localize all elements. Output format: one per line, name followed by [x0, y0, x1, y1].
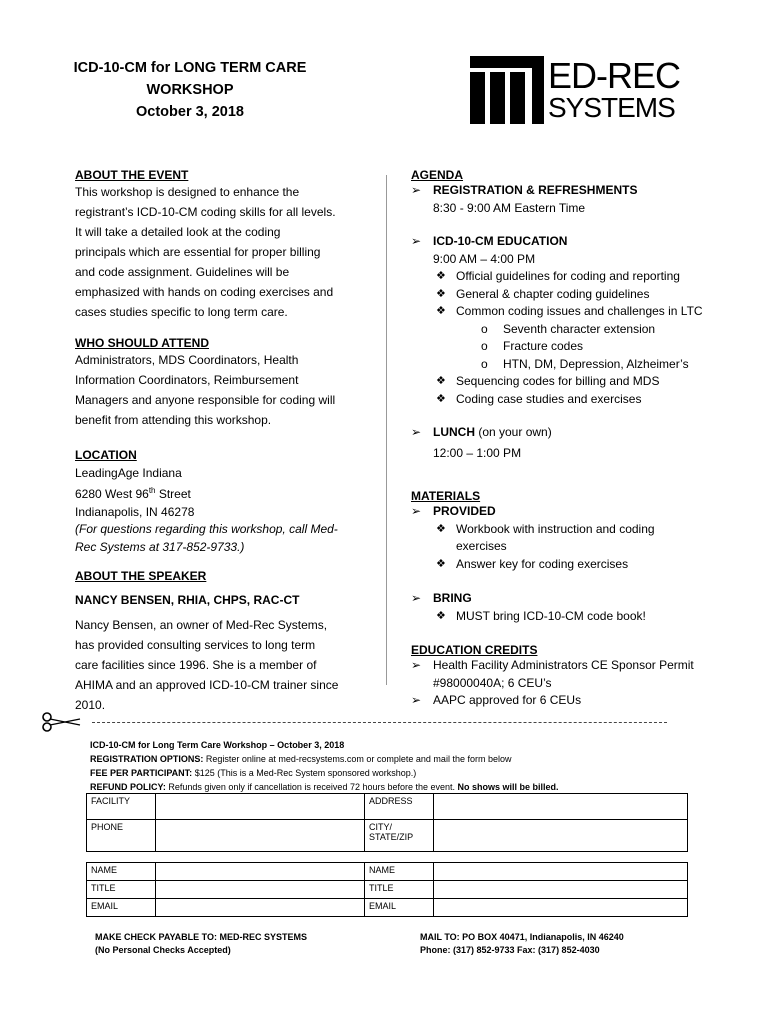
- agenda-section: [411, 168, 731, 462]
- bring-item: [411, 608, 731, 626]
- credits-section: [411, 643, 731, 710]
- title-field[interactable]: [156, 881, 365, 899]
- address-label: ADDRESS: [365, 794, 434, 820]
- who-line: Information Coordinators, Reimbursement: [75, 373, 299, 387]
- about-line: This workshop is designed to enhance the: [75, 185, 300, 199]
- email-field[interactable]: [156, 899, 365, 917]
- location-section: [75, 447, 375, 556]
- credit-item: [411, 692, 731, 710]
- education-item: [411, 373, 731, 391]
- about-line: and code assignment. Guidelines will be: [75, 265, 290, 279]
- email-field[interactable]: [434, 899, 688, 917]
- speaker-line: AHIMA and an approved ICD-10-CM trainer since: [75, 678, 339, 692]
- arrow-bullet-icon: ➢: [411, 234, 422, 248]
- address-field[interactable]: [434, 794, 688, 820]
- refund-label: REFUND POLICY:: [90, 782, 166, 792]
- refund-policy: [90, 780, 690, 794]
- who-line: Administrators, MDS Coordinators, Health: [75, 353, 299, 367]
- provided-item-text: Answer key for coding exercises: [456, 556, 629, 571]
- who-attend-heading: WHO SHOULD ATTEND: [75, 336, 209, 350]
- diamond-bullet-icon: ❖: [436, 557, 446, 570]
- registration-options: [90, 752, 690, 766]
- title-line-3: October 3, 2018: [136, 104, 244, 120]
- provided-item-text: Workbook with instruction and coding: [456, 521, 655, 536]
- speaker-name: NANCY BENSEN, RHIA, CHPS, RAC-CT: [75, 593, 300, 607]
- speaker-line: care facilities since 1996. She is a member of: [75, 658, 317, 672]
- registration-title: REGISTRATION & REFRESHMENTS: [433, 183, 638, 197]
- payment-info: [95, 931, 307, 957]
- logo-text-bottom: SYSTEMS: [548, 92, 675, 123]
- materials-heading: MATERIALS: [411, 489, 481, 503]
- no-personal-checks: (No Personal Checks Accepted): [95, 945, 231, 955]
- diamond-bullet-icon: ❖: [436, 375, 446, 387]
- education-item: [411, 303, 731, 321]
- education-item-text: Coding case studies and exercises: [456, 391, 642, 406]
- speaker-section: [75, 569, 375, 715]
- agenda-item-registration: [411, 182, 731, 200]
- name-field[interactable]: [156, 863, 365, 881]
- materials-provided: [411, 503, 731, 521]
- agenda-item-education: [411, 233, 731, 251]
- diamond-bullet-icon: ❖: [436, 305, 446, 317]
- education-item-text: Official guidelines for coding and reporting: [456, 269, 680, 283]
- speaker-line: has provided consulting services to long term: [75, 638, 316, 652]
- education-subitem: [411, 338, 731, 356]
- who-attend-section: [75, 336, 375, 430]
- provided-item: [411, 556, 731, 574]
- about-line: registrant’s ICD-10-CM coding skills for all levels.: [75, 205, 336, 219]
- diamond-bullet-icon: ❖: [436, 609, 446, 622]
- fee-text: $125 (This is a Med-Rec System sponsored workshop.): [192, 768, 417, 778]
- fee-label: FEE PER PARTICIPANT:: [90, 768, 193, 778]
- check-payable: MAKE CHECK PAYABLE TO: MED-REC SYSTEMS: [95, 932, 308, 942]
- circle-bullet-icon: o: [481, 356, 488, 371]
- arrow-bullet-icon: ➢: [411, 591, 422, 605]
- facility-label: FACILITY: [87, 794, 156, 820]
- street-suffix: th: [148, 486, 156, 495]
- about-line: It will take a detailed look at the coding: [75, 225, 281, 239]
- about-event-text: [75, 182, 375, 322]
- education-time: 9:00 AM – 4:00 PM: [433, 251, 536, 266]
- who-line: benefit from attending this workshop.: [75, 413, 272, 427]
- mail-to: MAIL TO: PO BOX 40471, Indianapolis, IN 46240: [420, 932, 624, 942]
- education-title: ICD-10-CM EDUCATION: [433, 234, 568, 248]
- arrow-bullet-icon: ➢: [411, 425, 422, 439]
- education-item: [411, 268, 731, 286]
- refund-text: Refunds given only if cancellation is received 72 hours before the event.: [165, 782, 458, 792]
- bring-item-text: MUST bring ICD-10-CM code book!: [456, 608, 646, 623]
- education-subitem-text: Seventh character extension: [503, 321, 656, 336]
- location-name: LeadingAge Indiana: [75, 465, 182, 480]
- title-label: TITLE: [87, 881, 156, 899]
- cut-line: [92, 722, 667, 723]
- speaker-bio: [75, 615, 375, 715]
- email-label: EMAIL: [87, 899, 156, 917]
- scissors-icon: [40, 710, 86, 739]
- diamond-bullet-icon: ❖: [436, 270, 446, 282]
- contact-phone: Phone: (317) 852-9733 Fax: (317) 852-4030: [420, 945, 600, 955]
- education-subitem-text: HTN, DM, Depression, Alzheimer’s: [503, 356, 689, 371]
- phone-label: PHONE: [87, 820, 156, 852]
- title-label: TITLE: [365, 881, 434, 899]
- location-note-1: (For questions regarding this workshop, call Med-: [75, 522, 338, 536]
- column-divider: [386, 175, 387, 685]
- education-subitem: [411, 321, 731, 339]
- provided-item-cont: exercises: [456, 539, 507, 553]
- city-label-line1: CITY/: [369, 822, 393, 832]
- credit-item: [411, 657, 731, 675]
- city-label-line2: STATE/ZIP: [369, 832, 414, 842]
- education-item-text: General & chapter coding guidelines: [456, 286, 650, 301]
- arrow-bullet-icon: ➢: [411, 183, 422, 197]
- arrow-bullet-icon: ➢: [411, 658, 422, 672]
- registration-time: 8:30 - 9:00 AM Eastern Time: [433, 200, 586, 215]
- about-line: emphasized with hands on coding exercises and: [75, 285, 334, 299]
- city-label: [365, 820, 434, 852]
- logo-text-top: ED-REC: [548, 55, 681, 96]
- materials-bring: [411, 590, 731, 608]
- bring-title: BRING: [433, 591, 472, 605]
- name-label: NAME: [365, 863, 434, 881]
- mailing-info: [420, 931, 624, 957]
- workshop-title: [30, 57, 350, 123]
- agenda-heading: AGENDA: [411, 168, 464, 182]
- med-rec-logo: [470, 52, 690, 128]
- materials-section: [411, 489, 731, 625]
- speaker-line: 2010.: [75, 698, 106, 712]
- location-heading: LOCATION: [75, 448, 137, 462]
- education-subitem: [411, 356, 731, 374]
- diamond-bullet-icon: ❖: [436, 392, 446, 405]
- lunch-time: 12:00 – 1:00 PM: [433, 445, 522, 460]
- speaker-heading: ABOUT THE SPEAKER: [75, 569, 207, 583]
- email-label: EMAIL: [365, 899, 434, 917]
- title-line-2: WORKSHOP: [146, 82, 234, 98]
- registration-title: ICD-10-CM for Long Term Care Workshop – October 3, 2018: [90, 740, 345, 750]
- education-item: [411, 391, 731, 409]
- arrow-bullet-icon: ➢: [411, 693, 422, 707]
- about-event-heading: ABOUT THE EVENT: [75, 168, 189, 182]
- lunch-title: LUNCH: [433, 425, 475, 439]
- name-field[interactable]: [434, 863, 688, 881]
- title-line-1: ICD-10-CM for LONG TERM CARE: [73, 60, 307, 76]
- provided-title: PROVIDED: [433, 504, 496, 518]
- phone-field[interactable]: [156, 820, 365, 852]
- credit-item-text: AAPC approved for 6 CEUs: [433, 693, 582, 707]
- who-line: Managers and anyone responsible for coding will: [75, 393, 336, 407]
- no-show-note: No shows will be billed.: [457, 782, 559, 792]
- name-label: NAME: [87, 863, 156, 881]
- diamond-bullet-icon: ❖: [436, 522, 446, 535]
- agenda-item-lunch: [411, 424, 731, 442]
- facility-field[interactable]: [156, 794, 365, 820]
- facility-form: [86, 793, 688, 852]
- education-item-text: Common coding issues and challenges in LTC: [456, 304, 703, 318]
- city-field[interactable]: [434, 820, 688, 852]
- education-item: [411, 286, 731, 304]
- about-line: cases studies specific to long term care.: [75, 305, 288, 319]
- location-note-2: Rec Systems at 317-852-9733.): [75, 539, 245, 554]
- street-number: 6280 West 96: [75, 487, 149, 501]
- credit-item-cont: #98000040A; 6 CEU’s: [433, 675, 552, 690]
- registration-info: [90, 738, 690, 794]
- about-event-section: [75, 168, 375, 322]
- about-line: principals which are essential for proper billing: [75, 245, 321, 259]
- provided-item: [411, 521, 731, 539]
- credit-item-text: Health Facility Administrators CE Sponsor Permit: [433, 658, 694, 672]
- credits-heading: EDUCATION CREDITS: [411, 643, 538, 657]
- diamond-bullet-icon: ❖: [436, 287, 446, 300]
- arrow-bullet-icon: ➢: [411, 504, 422, 518]
- options-label: REGISTRATION OPTIONS:: [90, 754, 204, 764]
- street-name: Street: [155, 487, 191, 501]
- location-street: [75, 482, 375, 504]
- education-item-text: Sequencing codes for billing and MDS: [456, 374, 660, 388]
- education-subitem-text: Fracture codes: [503, 339, 584, 353]
- lunch-note: (on your own): [475, 425, 552, 439]
- speaker-line: Nancy Bensen, an owner of Med-Rec Systems,: [75, 618, 328, 632]
- circle-bullet-icon: o: [481, 339, 488, 353]
- attendee-form: [86, 862, 688, 917]
- registration-fee: [90, 766, 690, 780]
- who-attend-text: [75, 350, 375, 430]
- title-field[interactable]: [434, 881, 688, 899]
- circle-bullet-icon: o: [481, 321, 488, 336]
- options-text: Register online at med-recsystems.com or complete and mail the form below: [203, 754, 512, 764]
- location-city: Indianapolis, IN 46278: [75, 504, 195, 519]
